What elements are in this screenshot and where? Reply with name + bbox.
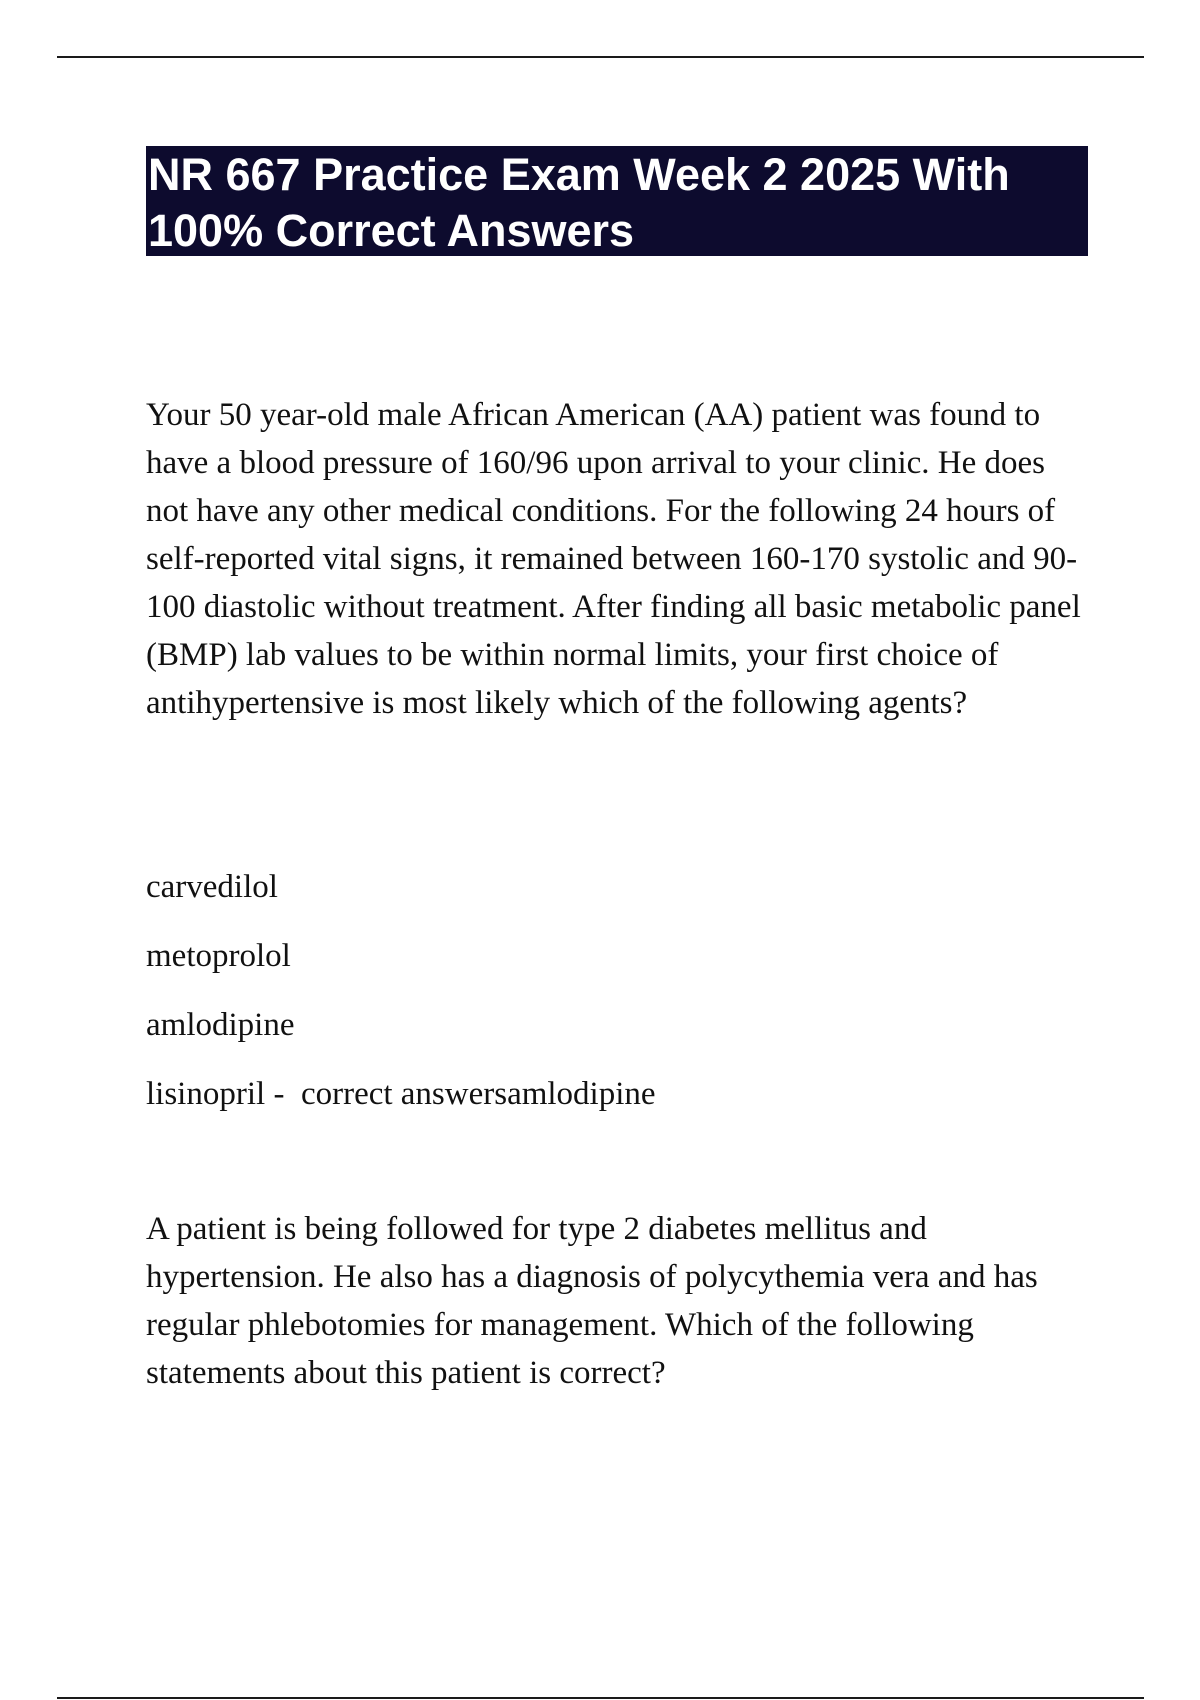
bottom-rule xyxy=(57,1697,1144,1699)
top-rule xyxy=(57,56,1144,58)
question-1-text: Your 50 year-old male African American (AA) patient was found to have a blood pressure of 160/96 upon arrival to your clinic. He does not have any other medical conditions. For the following 24 hours of self-reported vital signs, it remained between 160-170 systolic and 90-100 diastolic without treatment. After finding all basic metabolic panel (BMP) lab values to be within normal limits, your first choice of antihypertensive is most likely which of the following agents? xyxy=(146,397,1081,721)
document-title: NR 667 Practice Exam Week 2 2025 With 100% Correct Answers xyxy=(148,149,1010,256)
option-label: lisinopril xyxy=(146,1076,266,1112)
question-1-options xyxy=(146,866,1086,1142)
answer-separator: - xyxy=(265,1076,301,1112)
title-banner xyxy=(146,146,1088,256)
correct-answer: correct answersamlodipine xyxy=(300,1076,656,1112)
option-item xyxy=(146,866,1086,935)
option-item xyxy=(146,1004,1086,1073)
option-item xyxy=(146,935,1086,1004)
option-item-with-answer xyxy=(146,1073,1086,1142)
option-label: amlodipine xyxy=(146,1007,295,1043)
option-label: carvedilol xyxy=(146,869,278,905)
option-label: metoprolol xyxy=(146,938,291,974)
question-2-text: A patient is being followed for type 2 diabetes mellitus and hypertension. He also has a diagnosis of polycythemia vera and has regular phlebotomies for management. Which of the following statements about this patient is correct? xyxy=(146,1211,1038,1391)
